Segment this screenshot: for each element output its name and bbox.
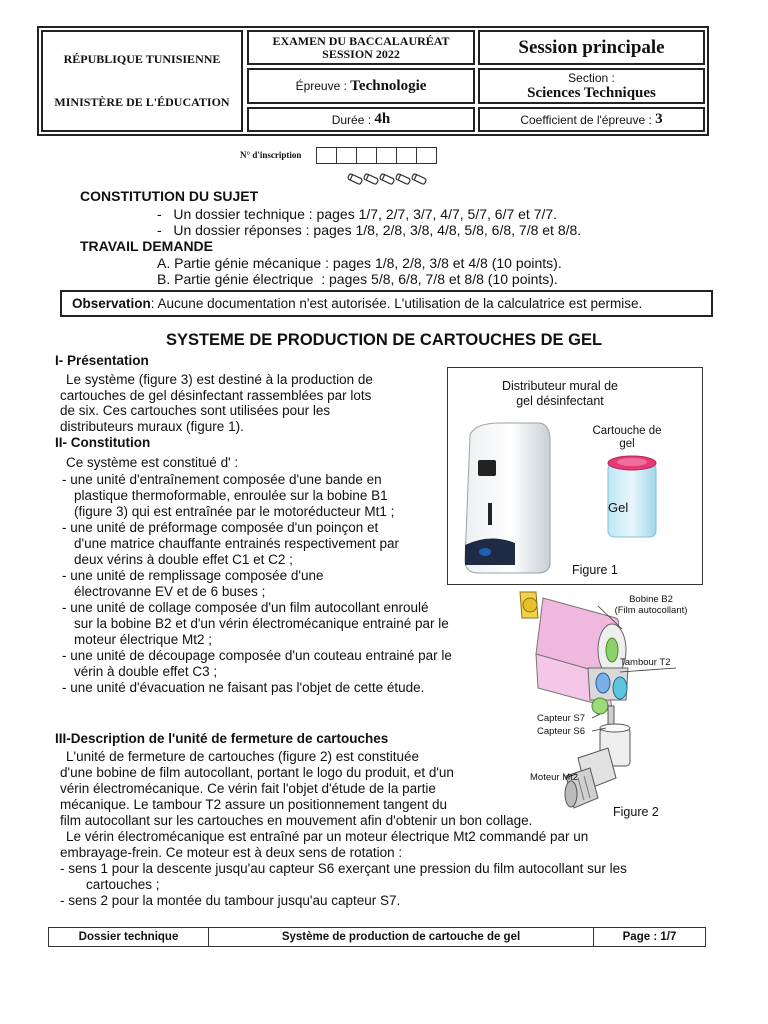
travail-title: TRAVAIL DEMANDE [80, 238, 213, 254]
session-cell [478, 30, 705, 65]
constitution-title: CONSTITUTION DU SUJET [80, 188, 259, 204]
exam-title: EXAMEN DU BACCALAURÉAT [272, 33, 450, 48]
unit-remplissage: - une unité de remplissage composée d'une électrovanne EV et de 6 buses ; [62, 568, 324, 599]
figure1-illustration [460, 415, 665, 580]
constitution-item-2: - Un dossier réponses : pages 1/8, 2/8, 3/8, 4/8, 5/8, 6/8, 7/8 et 8/8. [157, 222, 582, 238]
main-title: SYSTEME DE PRODUCTION DE CARTOUCHES DE GEL [165, 331, 603, 349]
figure2-s7-label: Capteur S7 [537, 713, 586, 724]
inscription-boxes [316, 147, 436, 164]
unit-preformage: - une unité de préformage composée d'un poinçon et d'une matrice chauffante entrainés respectivement par deux vérins à double effet C1 et C2 ; [62, 520, 400, 567]
duree-value: 4h [374, 111, 391, 127]
pencil-icons [346, 170, 436, 193]
epreuve-label: Épreuve : [295, 79, 347, 93]
coef-cell [478, 107, 705, 132]
presentation-title: I- Présentation [55, 353, 149, 368]
observation-text: : Aucune documentation n'est autorisée. L'utilisation de la calculatrice est permise. [150, 296, 643, 311]
inscription-label: N° d'inscription [240, 150, 302, 160]
unit-entrainement: - une unité d'entraînement composée d'une bande en plastique thermoformable, enroulée sur la bobine B1 (figure 3) qui est entraînée par le motoréducteur Mt1 ; [62, 472, 395, 519]
footer-center: Système de production de cartouche de gel [209, 928, 594, 946]
exam-cell [247, 30, 475, 65]
figure2-tambour-label: Tambour T2 [620, 657, 671, 668]
observation-box [60, 290, 713, 317]
constitution2-list [62, 472, 502, 696]
constitution2-title: II- Constitution [55, 435, 151, 450]
travail-item-b: B. Partie génie électrique : pages 5/8, 6/8, 7/8 et 8/8 (10 points). [157, 271, 558, 287]
travail-item-a: A. Partie génie mécanique : pages 1/8, 2/8, 3/8 et 4/8 (10 points). [157, 255, 562, 271]
observation-label: Observation [72, 296, 151, 311]
description-text: L'unité de fermeture de cartouches (figure 2) est constituée d'une bobine de film autocollant, portant le logo du produit, et d'un vérin électromécanique. Ce vérin fait l'objet d'étude de la partie mécanique. Le tambour T2 assure un positionnement tangent du film autocollant sur les cartouches en mouvement afin d'obtenir un bon collage. Le vérin électromécanique est entraîné par un moteur électrique Mt2 commandé par un embrayage-frein. Ce moteur est à deux sens de rotation : - sens 1 pour la descente jusqu'au capteur S6 exerçant une pression du film autocollant sur les cartouches ; - sens 2 pour la montée du tambour jusqu'au capteur S7. [60, 749, 627, 908]
figure1-caption: Figure 1 [572, 563, 618, 577]
figure2-illustration [508, 588, 708, 823]
exam-session: SESSION 2022 [322, 46, 400, 61]
republic-label: RÉPUBLIQUE TUNISIENNE [63, 52, 221, 66]
duree-label: Durée : [331, 112, 372, 127]
section-cell [478, 68, 705, 104]
figure2-caption: Figure 2 [613, 805, 659, 819]
figure2-moteur-label: Moteur Mt2 [530, 772, 579, 783]
duree-cell [247, 107, 475, 132]
footer-left: Dossier technique [49, 928, 209, 946]
session-label: Session principale [518, 36, 665, 58]
unit-collage: - une unité de collage composée d'un film autocollant enroulé sur la bobine B2 et d'un vérin électromécanique entrainé par le moteur électrique Mt2 ; [62, 600, 449, 647]
figure1-cartridge-label: Cartouche de gel [592, 425, 662, 450]
coef-label: Coefficient de l'épreuve : [520, 112, 652, 127]
section-value: Sciences Techniques [527, 85, 656, 101]
constitution-item-1: - Un dossier technique : pages 1/7, 2/7, 3/7, 4/7, 5/7, 6/7 et 7/7. [157, 206, 558, 222]
coef-value: 3 [655, 111, 663, 127]
header-left-box [41, 30, 243, 132]
section-label: Section : [568, 71, 615, 85]
unit-decoupage: - une unité de découpage composée d'un couteau entrainé par le vérin à double effet C3 ; [62, 648, 452, 679]
epreuve-value: Technologie [350, 77, 427, 94]
constitution2-intro: Ce système est constitué d' : [66, 455, 239, 470]
figure2-s6-label: Capteur S6 [537, 726, 586, 737]
figure2-bobine-label: Bobine B2 (Film autocollant) [614, 594, 688, 616]
unit-evacuation: - une unité d'évacuation ne faisant pas l'objet de cette étude. [62, 680, 425, 695]
footer-bar [48, 927, 706, 947]
presentation-text: Le système (figure 3) est destiné à la production de cartouches de gel désinfectant rassemblées par lots de six. Ces cartouches sont utilisées pour les distributeurs muraux (figure 1). [60, 372, 373, 434]
figure1-title: Distributeur mural de gel désinfectant [501, 379, 618, 408]
footer-page: Page : 1/7 [622, 931, 677, 943]
figure1-gel-label: Gel [608, 500, 629, 515]
description-title: III-Description de l'unité de fermeture de cartouches [55, 731, 389, 746]
ministry-label: MINISTÈRE DE L'ÉDUCATION [54, 95, 230, 109]
epreuve-cell [247, 68, 475, 104]
